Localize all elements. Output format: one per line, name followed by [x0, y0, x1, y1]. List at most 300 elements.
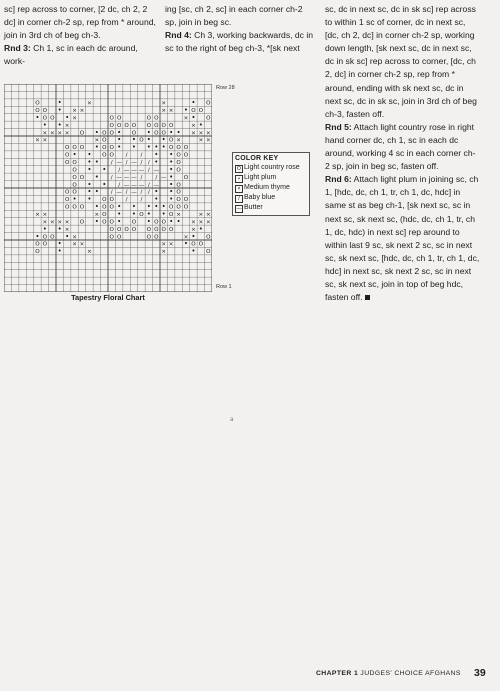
- chart-stitch: •: [87, 195, 92, 204]
- chart-stitch: O: [124, 226, 129, 233]
- chart-stitch: ×: [64, 219, 70, 226]
- color-key-title: COLOR KEY: [235, 155, 279, 162]
- chart-stitch: O: [42, 115, 48, 122]
- chart-stitch: •: [198, 120, 203, 129]
- chart-stitch: •: [117, 202, 122, 211]
- chart-stitch: ×: [176, 137, 181, 144]
- chart-stitch: •: [65, 232, 70, 241]
- chart-stitch: —: [131, 189, 137, 196]
- chart-stitch: ×: [161, 100, 167, 107]
- chart-stitch: O: [72, 145, 77, 152]
- chart-stitch: ×: [205, 219, 211, 226]
- chart-stitch: O: [64, 197, 70, 204]
- chart-stitch: —: [116, 189, 122, 196]
- chart-stitch: O: [124, 122, 129, 129]
- chart-stitch: •: [87, 165, 92, 174]
- chart-stitch: O: [42, 234, 48, 241]
- chart-stitch: O: [79, 130, 85, 137]
- chart-stitch: O: [72, 182, 77, 189]
- chart-stitch: O: [35, 249, 40, 256]
- chart-stitch: O: [176, 197, 181, 204]
- chart-stitch: O: [102, 197, 107, 204]
- chart-stitch: /: [140, 189, 143, 196]
- chart-stitch: /: [140, 152, 143, 159]
- chart-stitch: —: [123, 174, 130, 181]
- paragraph: [4, 3, 156, 42]
- chart-stitch: ×: [198, 219, 204, 226]
- chart-stitch: •: [102, 180, 107, 189]
- chart-stitch: •: [161, 210, 166, 218]
- chart-stitch: O: [146, 226, 152, 233]
- chart-stitch: O: [109, 226, 114, 233]
- chart-stitch: /: [125, 197, 128, 204]
- chart-stitch: O: [102, 204, 107, 211]
- chart-stitch: •: [117, 135, 122, 144]
- chart-stitch: •: [57, 98, 62, 107]
- chart-stitch: •: [176, 128, 181, 137]
- paragraph-text: Attach light country rose in right hand corner dc, ch 1, sc in each dc around, working 4 sc in each corner ch-2 sp, join in beg sc, fasten off.: [325, 121, 476, 172]
- chart-stitch: •: [146, 135, 151, 144]
- color-key-name: Light country rose: [244, 164, 300, 172]
- chart-stitch: O: [102, 137, 107, 144]
- chart-stitch: •: [161, 202, 166, 211]
- chart-stitch: •: [191, 98, 196, 107]
- chart-stitch: O: [176, 167, 181, 174]
- chart-stitch: O: [206, 100, 211, 107]
- chart-stitch: •: [191, 247, 196, 256]
- chart-stitch: •: [191, 232, 196, 241]
- chart-stitch: •: [198, 224, 203, 233]
- chart-stitch: O: [161, 130, 166, 137]
- chart-stitch: ×: [191, 122, 196, 129]
- chart-stitch: O: [109, 115, 114, 122]
- chart-stitch: •: [42, 224, 47, 233]
- chart-stitch: —: [153, 182, 160, 189]
- color-key-item: [235, 173, 307, 183]
- color-key-item: [235, 163, 307, 173]
- chart-caption: Tapestry Floral Chart: [71, 293, 145, 302]
- round-label: Rnd 6:: [325, 174, 352, 185]
- chart-stitch: •: [87, 187, 92, 196]
- chart-stitch: O: [206, 234, 211, 241]
- chart-stitch: O: [79, 219, 85, 226]
- chart-stitch: O: [72, 160, 77, 166]
- round-label: Rnd 5:: [325, 121, 352, 132]
- end-of-pattern-mark: [365, 295, 370, 300]
- color-key-name: Medium thyme: [244, 184, 290, 192]
- chart-stitch: •: [154, 195, 159, 204]
- text-column-2: [165, 3, 315, 55]
- chart-stitch: ×: [72, 108, 77, 114]
- chart-stitch: O: [131, 226, 137, 233]
- paragraph-text: sc] rep across to corner, [2 dc, ch 2, 2 dc] in corner ch-2 sp, rep from * around, join in 3rd ch of beg ch-3.: [4, 4, 156, 41]
- chart-stitch: —: [131, 160, 137, 166]
- color-key-name: Butter: [244, 204, 263, 212]
- chart-stitch: /: [118, 167, 121, 174]
- round-label: Rnd 3:: [4, 43, 31, 54]
- chart-stitch: O: [79, 174, 85, 181]
- chart-stitch: ×: [161, 241, 167, 248]
- chart-stitch: O: [146, 122, 152, 129]
- chart-stitch: O: [64, 152, 70, 159]
- chart-stitch: —: [131, 167, 137, 174]
- chart-stitch: O: [102, 130, 107, 137]
- paragraph: [4, 42, 156, 68]
- chart-stitch: ×: [191, 219, 196, 226]
- chart-stitch: O: [116, 234, 122, 241]
- chart-stitch: •: [94, 217, 99, 226]
- paragraph-text: Ch 1, sc in each dc around, work-: [4, 43, 138, 67]
- chart-stitch: •: [169, 217, 174, 226]
- chart-stitch: ×: [205, 212, 211, 218]
- color-key-item: [235, 193, 307, 203]
- chart-stitches: [35, 99, 211, 256]
- paragraph-text: sc, dc in next sc, dc in sk sc] rep across to within 1 sc of corner, dc in next sc, [dc, ch 2, dc] in corner ch-2 sp, working down length, [sk next sc, dc in next sc, dc in sk sc] rep across to corner, [dc, ch 2, dc] in corner ch-2 sp, rep from * around, ending with sk next sc, dc in next sc, dc in sk sc, join in 3rd ch of beg ch-3, fasten off.: [325, 4, 477, 119]
- chart-stitch: •: [117, 217, 122, 226]
- chart-stitch: •: [169, 128, 174, 137]
- chart-stitch: —: [138, 167, 145, 174]
- chart-stitch: •: [42, 120, 47, 129]
- chart-stitch: O: [168, 122, 174, 129]
- chart-stitch: O: [183, 197, 189, 204]
- paragraph: [165, 29, 315, 55]
- chart-stitch: O: [183, 174, 189, 181]
- chart-stitch: •: [94, 143, 99, 152]
- chart-stitch: O: [176, 189, 181, 196]
- chart-stitch: /: [147, 160, 150, 166]
- chart-stitch: O: [109, 234, 114, 241]
- chart-stitch: /: [140, 160, 143, 166]
- chart-stitch: O: [168, 145, 174, 152]
- chart-stitch: —: [123, 182, 130, 189]
- chart-stitch: O: [79, 204, 85, 211]
- color-key-symbol: —: [236, 206, 242, 213]
- color-key-item: [235, 183, 307, 193]
- chart-stitch: •: [72, 150, 77, 159]
- chart-stitch: ×: [198, 212, 204, 218]
- chart-stitch: ×: [94, 212, 100, 218]
- chart-stitch: •: [94, 158, 99, 166]
- chart-stitch: O: [154, 219, 159, 226]
- chart-stitch: •: [72, 195, 77, 204]
- chart-stitch: O: [161, 226, 166, 233]
- chart-stitch: O: [168, 137, 174, 144]
- chart-stitch: O: [176, 152, 181, 159]
- chart-stitch: —: [131, 174, 137, 181]
- chart-stitch: /: [147, 189, 150, 196]
- chart-stitch: •: [161, 135, 166, 144]
- chart-stitch: ×: [183, 115, 189, 122]
- chart-stitch: O: [64, 204, 70, 211]
- color-key-item: [235, 203, 307, 213]
- chart-stitch: ×: [87, 249, 92, 256]
- chart-row-bottom-label: Row 1: [216, 284, 232, 290]
- chart-stitch: •: [131, 135, 137, 144]
- chart-stitch: O: [116, 115, 122, 122]
- color-key-symbol: O: [235, 165, 243, 173]
- chart-stitch: ×: [161, 249, 167, 256]
- chart-stitch: O: [109, 152, 114, 159]
- chart-stitch: ×: [72, 241, 77, 248]
- chart-stitch: ×: [168, 108, 174, 114]
- footer-section: JUDGES' CHOICE AFGHANS: [360, 670, 461, 677]
- chart-stitch: O: [176, 204, 181, 211]
- chart-stitch: —: [153, 167, 160, 174]
- chart-stitch: •: [35, 232, 40, 241]
- footer-chapter: CHAPTER 1: [316, 670, 359, 677]
- chart-stitch: O: [79, 145, 85, 152]
- chart-stitch: ×: [87, 100, 92, 107]
- chart-stitch: O: [154, 130, 159, 137]
- chart-stitch: O: [64, 145, 70, 152]
- chart-stitch: /: [155, 174, 158, 181]
- chart-stitch: O: [168, 212, 174, 218]
- chart-stitch: ×: [205, 137, 211, 144]
- chart-stitch: •: [183, 106, 189, 114]
- chart-stitch: O: [206, 249, 211, 256]
- chart-stitch: /: [110, 160, 113, 166]
- chart-stitch: •: [57, 224, 62, 233]
- chart-stitch: O: [42, 108, 48, 114]
- chart-stitch: O: [183, 204, 189, 211]
- chart-stitch: /: [140, 174, 143, 181]
- paragraph: [165, 3, 315, 29]
- chart-stitch: O: [64, 160, 70, 166]
- chart-stitch: ×: [49, 219, 55, 226]
- chart-stitch: O: [109, 145, 114, 152]
- chart-stitch: O: [168, 226, 174, 233]
- page-footer: [316, 670, 461, 677]
- chart-stitch: ×: [57, 219, 63, 226]
- chart-stitch: •: [154, 143, 159, 152]
- chart-stitch: —: [123, 167, 130, 174]
- chart-stitch: O: [116, 226, 122, 233]
- chart-stitch: ×: [72, 234, 77, 241]
- chart-stitch: O: [176, 145, 181, 152]
- chart-stitch: O: [168, 204, 174, 211]
- chart-stitch: •: [57, 106, 62, 114]
- chart-stitch: —: [131, 182, 137, 189]
- chart-stitch: O: [183, 145, 189, 152]
- chart-stitch: •: [102, 165, 107, 174]
- chart-stitch: —: [116, 174, 122, 181]
- color-key-name: Baby blue: [244, 194, 276, 202]
- chart-stitch: O: [72, 189, 77, 196]
- chart-stitch: •: [57, 239, 62, 248]
- chart-stitch: O: [102, 152, 107, 159]
- page-mark: a: [230, 417, 234, 423]
- chart-stitch: •: [87, 158, 92, 166]
- chart-stitch: O: [42, 241, 48, 248]
- chart-stitch: •: [169, 165, 174, 174]
- chart-stitch: ×: [94, 137, 100, 144]
- chart-stitch: O: [35, 100, 40, 107]
- chart-stitch: O: [139, 137, 144, 144]
- page-number: 39: [474, 667, 486, 679]
- text-column-1: [4, 3, 156, 68]
- chart-stitch: O: [72, 167, 77, 174]
- chart-stitch: O: [109, 122, 114, 129]
- chart-stitch: O: [176, 182, 181, 189]
- chart-stitch: •: [146, 210, 151, 218]
- chart-stitch: ×: [42, 130, 48, 137]
- chart-stitch: O: [154, 122, 159, 129]
- chart-stitch: •: [161, 143, 166, 152]
- chart-stitch: O: [206, 115, 211, 122]
- chart-stitch: /: [118, 182, 121, 189]
- chart-stitch: ×: [198, 137, 204, 144]
- chart-stitch: /: [110, 174, 113, 181]
- chart-stitch: O: [109, 130, 114, 137]
- chart-stitch: ×: [168, 241, 174, 248]
- chart-stitch: /: [140, 197, 143, 204]
- chart-stitch: •: [94, 187, 99, 196]
- paragraph: [325, 3, 480, 121]
- chart-stitch: O: [198, 108, 204, 114]
- chart-stitch: ×: [64, 130, 70, 137]
- chart-stitch: •: [154, 158, 159, 166]
- chart-stitch: O: [183, 152, 189, 159]
- chart-stitch: /: [147, 167, 150, 174]
- chart-stitch: ×: [198, 130, 204, 137]
- chart-stitch: O: [146, 234, 152, 241]
- chart-stitch: /: [125, 189, 128, 196]
- chart-stitch: ×: [79, 108, 85, 114]
- chart-stitch: ×: [35, 137, 40, 144]
- chart-stitch: ×: [176, 212, 181, 218]
- chart-stitch: •: [94, 202, 99, 211]
- chart-stitch: —: [138, 182, 145, 189]
- chart-stitch: O: [109, 197, 114, 204]
- chart-stitch: •: [94, 172, 99, 181]
- chart-stitch: O: [102, 219, 107, 226]
- chart-stitch: O: [102, 212, 107, 218]
- chart-stitch: ×: [42, 219, 48, 226]
- chart-stitch: O: [35, 108, 40, 114]
- chart-stitch: ×: [64, 226, 70, 233]
- chart-stitch: —: [116, 160, 122, 166]
- paragraph-text: Attach light plum in joining sc, ch 1, [hdc, dc, ch 1, tr, ch 1, dc, hdc] in same st as beg ch-1, [sk next sc, sc in next sc, sk next sc, (hdc, dc, ch 1, tr, ch 1, dc, hdc) in next sc] rep around to within last 9 sc, sk next 2 sc, sc in next sc, sk next sc, [hdc, dc, ch 1, tr, ch 1, dc, hdc] in next sc, sk next 2 sc, sc in next sc, sk next sc, join in top of beg hdc, fasten off.: [325, 174, 480, 303]
- color-key: [232, 152, 310, 216]
- chart-stitch: ×: [57, 130, 63, 137]
- chart-stitch: O: [109, 219, 114, 226]
- color-key-name: Light plum: [244, 174, 277, 182]
- chart-stitch: O: [116, 122, 122, 129]
- chart-stitch: O: [154, 115, 159, 122]
- chart-stitch: •: [35, 113, 40, 122]
- chart-row-top-label: Row 28: [216, 85, 235, 91]
- chart-stitch: ×: [42, 137, 48, 144]
- chart-stitch: ×: [183, 234, 189, 241]
- paragraph-text: ing [sc, ch 2, sc] in each corner ch-2 sp, join in beg sc.: [165, 4, 303, 28]
- chart-stitch: O: [131, 122, 137, 129]
- chart-stitch: •: [146, 202, 151, 211]
- chart-stitch: ×: [205, 130, 211, 137]
- chart-stitch: •: [117, 143, 122, 152]
- chart-stitch: ×: [49, 130, 55, 137]
- chart-stitch: •: [131, 143, 137, 152]
- chart-stitch: •: [146, 217, 151, 226]
- color-key-symbol: •: [235, 175, 243, 183]
- chart-stitch: O: [72, 174, 77, 181]
- paragraph: [325, 173, 480, 304]
- chart-stitch: O: [131, 219, 137, 226]
- chart-stitch: O: [154, 234, 159, 241]
- chart-stitch: ×: [191, 226, 196, 233]
- chart-stitch: O: [191, 108, 196, 114]
- chart-stitch: •: [191, 113, 196, 122]
- chart-stitch: •: [146, 128, 151, 137]
- chart-stitch: •: [169, 195, 174, 204]
- chart-stitch: /: [125, 160, 128, 166]
- chart-stitch: •: [169, 158, 174, 166]
- paragraph: [325, 121, 480, 173]
- chart-stitch: O: [176, 160, 181, 166]
- chart-stitch: •: [131, 210, 137, 218]
- chart-stitch: O: [72, 204, 77, 211]
- round-label: Rnd 4:: [165, 30, 192, 41]
- chart-stitch: O: [139, 212, 144, 218]
- chart-stitch: ×: [161, 108, 167, 114]
- chart-stitch: O: [154, 226, 159, 233]
- chart-stitch: •: [169, 172, 174, 181]
- chart-stitch: O: [109, 204, 114, 211]
- chart-stitch: •: [169, 187, 174, 196]
- tapestry-floral-chart: [4, 84, 212, 292]
- chart-stitch: /: [125, 152, 128, 159]
- chart-stitch: •: [94, 128, 99, 137]
- chart-stitch: •: [154, 150, 159, 159]
- chart-stitch: ×: [72, 115, 77, 122]
- color-key-symbol: /: [235, 195, 243, 203]
- chart-stitch: O: [161, 122, 166, 129]
- chart-stitch: /: [110, 189, 113, 196]
- chart-stitch: O: [198, 241, 204, 248]
- chart-stitch: ×: [35, 212, 40, 218]
- chart-stitch: ×: [191, 130, 196, 137]
- chart-stitch: •: [117, 210, 122, 218]
- chart-stitch: O: [50, 115, 55, 122]
- chart-stitch: —: [160, 174, 167, 181]
- text-column-3: [325, 3, 480, 304]
- chart-stitch: •: [154, 202, 159, 211]
- chart-stitch: •: [131, 202, 137, 211]
- chart-stitch: •: [57, 120, 62, 129]
- chart-stitch: ×: [79, 241, 85, 248]
- chart-stitch: ×: [42, 212, 48, 218]
- chart-stitch: O: [131, 130, 137, 137]
- chart-stitch: •: [176, 217, 181, 226]
- chart-stitch: O: [191, 241, 196, 248]
- chart-stitch: O: [161, 219, 166, 226]
- chart-stitch: O: [50, 234, 55, 241]
- chart-stitch: •: [183, 239, 189, 248]
- color-key-symbol: ×: [235, 185, 243, 193]
- chart-stitch: •: [87, 180, 92, 189]
- chart-stitch: O: [102, 145, 107, 152]
- chart-stitch: ×: [64, 122, 70, 129]
- chart-stitch: •: [87, 150, 92, 159]
- chart-stitch: O: [146, 115, 152, 122]
- chart-stitch: •: [57, 247, 62, 256]
- chart-stitch: •: [154, 187, 159, 196]
- chart-stitch: •: [169, 150, 174, 159]
- chart-stitch: •: [169, 180, 174, 189]
- chart-stitch: O: [35, 241, 40, 248]
- paragraph-text: Ch 3, working backwards, dc in sc to the right of beg ch-3, *[sk next: [165, 30, 314, 54]
- chart-stitch: O: [64, 189, 70, 196]
- chart-stitch: •: [117, 128, 122, 137]
